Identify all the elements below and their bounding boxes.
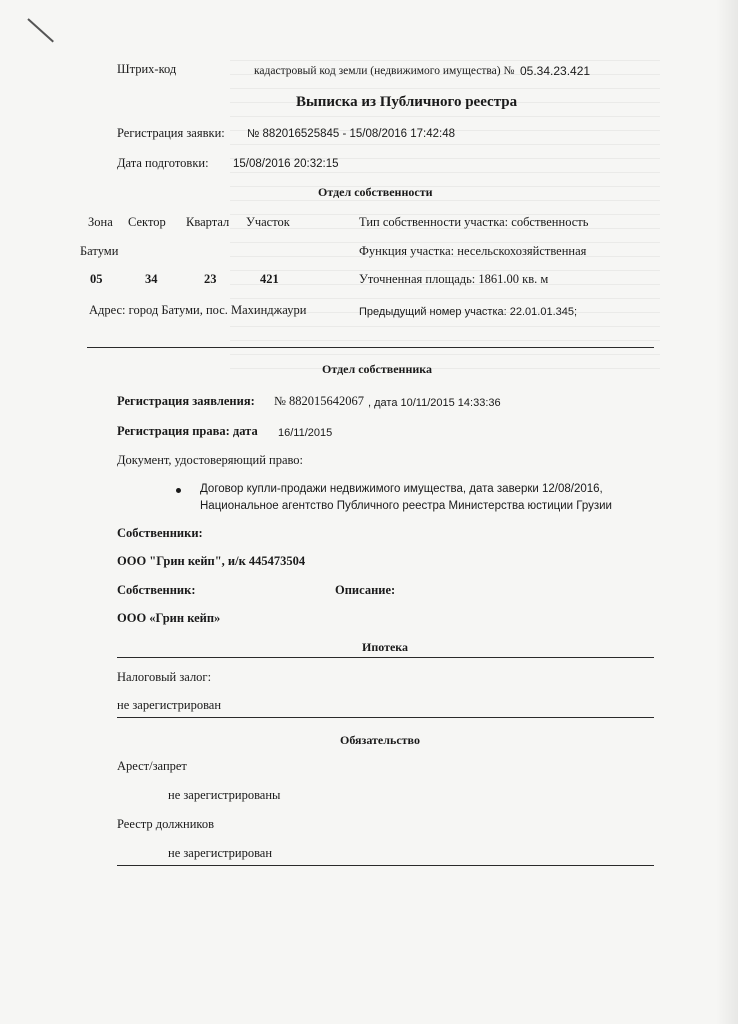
- col-sector: Сектор: [128, 215, 166, 229]
- prepared-label: Дата подготовки:: [117, 156, 209, 170]
- plot-value: 421: [260, 272, 279, 286]
- divider-2: [117, 657, 654, 658]
- owners-label: Собственники:: [117, 526, 203, 540]
- property-section-heading: Отдел собственности: [318, 185, 433, 199]
- plot-area: Уточненная площадь: 1861.00 кв. м: [359, 272, 549, 286]
- tax-lien-value: не зарегистрирован: [117, 698, 222, 712]
- tax-lien-label: Налоговый залог:: [117, 670, 212, 684]
- divider-1: [87, 347, 654, 348]
- page-edge-shadow: [716, 0, 738, 1024]
- description-label: Описание:: [335, 583, 396, 597]
- document-title: Выписка из Публичного реестра: [296, 94, 518, 110]
- document-line-2: Национальное агентство Публичного реестра Министерства юстиции Грузии: [200, 500, 612, 512]
- application-reg-value: № 882016525845 - 15/08/2016 17:42:48: [247, 128, 456, 140]
- cadastral-label: кадастровый код земли (недвижимого имущества) №: [254, 65, 515, 77]
- owner-value: ООО «Грин кейп»: [117, 611, 221, 625]
- owner-section-heading: Отдел собственника: [322, 362, 433, 376]
- mortgage-heading: Ипотека: [362, 640, 409, 654]
- arrest-value: не зарегистрированы: [168, 788, 281, 802]
- sector-value: 34: [145, 272, 158, 286]
- plot-function: Функция участка: несельскохозяйственная: [359, 244, 587, 258]
- owners-value: ООО "Грин кейп", и/к 445473504: [117, 554, 306, 568]
- debtors-value: не зарегистрирован: [168, 846, 273, 860]
- divider-3: [117, 717, 654, 718]
- divider-4: [117, 865, 654, 866]
- zone-name: Батуми: [80, 244, 119, 258]
- scan-mark: [27, 18, 54, 42]
- app-reg-label: Регистрация заявления:: [117, 394, 255, 408]
- debtors-label: Реестр должников: [117, 817, 215, 831]
- obligation-heading: Обязательство: [340, 733, 420, 747]
- app-reg-date: , дата 10/11/2015 14:33:36: [368, 397, 501, 409]
- right-reg-date: 16/11/2015: [278, 427, 333, 439]
- plot-address: Адрес: город Батуми, пос. Махинджаури: [89, 303, 307, 317]
- document-line-1: Договор купли-продажи недвижимого имущества, дата заверки 12/08/2016,: [200, 483, 603, 495]
- ownership-type: Тип собственности участка: собственность: [359, 215, 589, 229]
- prepared-value: 15/08/2016 20:32:15: [233, 158, 339, 170]
- col-plot: Участок: [246, 215, 290, 229]
- document-label: Документ, удостоверяющий право:: [117, 453, 304, 467]
- application-reg-label: Регистрация заявки:: [117, 126, 225, 140]
- col-quarter: Квартал: [186, 215, 230, 229]
- right-reg-label: Регистрация права: дата: [117, 424, 258, 438]
- col-zone: Зона: [88, 215, 113, 229]
- cadastral-code: 05.34.23.421: [520, 64, 591, 78]
- bullet-icon: [176, 488, 181, 493]
- zone-value: 05: [90, 272, 103, 286]
- app-reg-number: № 882015642067: [274, 394, 365, 408]
- arrest-label: Арест/запрет: [117, 759, 187, 773]
- owner-label: Собственник:: [117, 583, 196, 597]
- previous-plot-number: Предыдущий номер участка: 22.01.01.345;: [359, 306, 578, 318]
- quarter-value: 23: [204, 272, 217, 286]
- barcode-label: Штрих-код: [117, 62, 177, 76]
